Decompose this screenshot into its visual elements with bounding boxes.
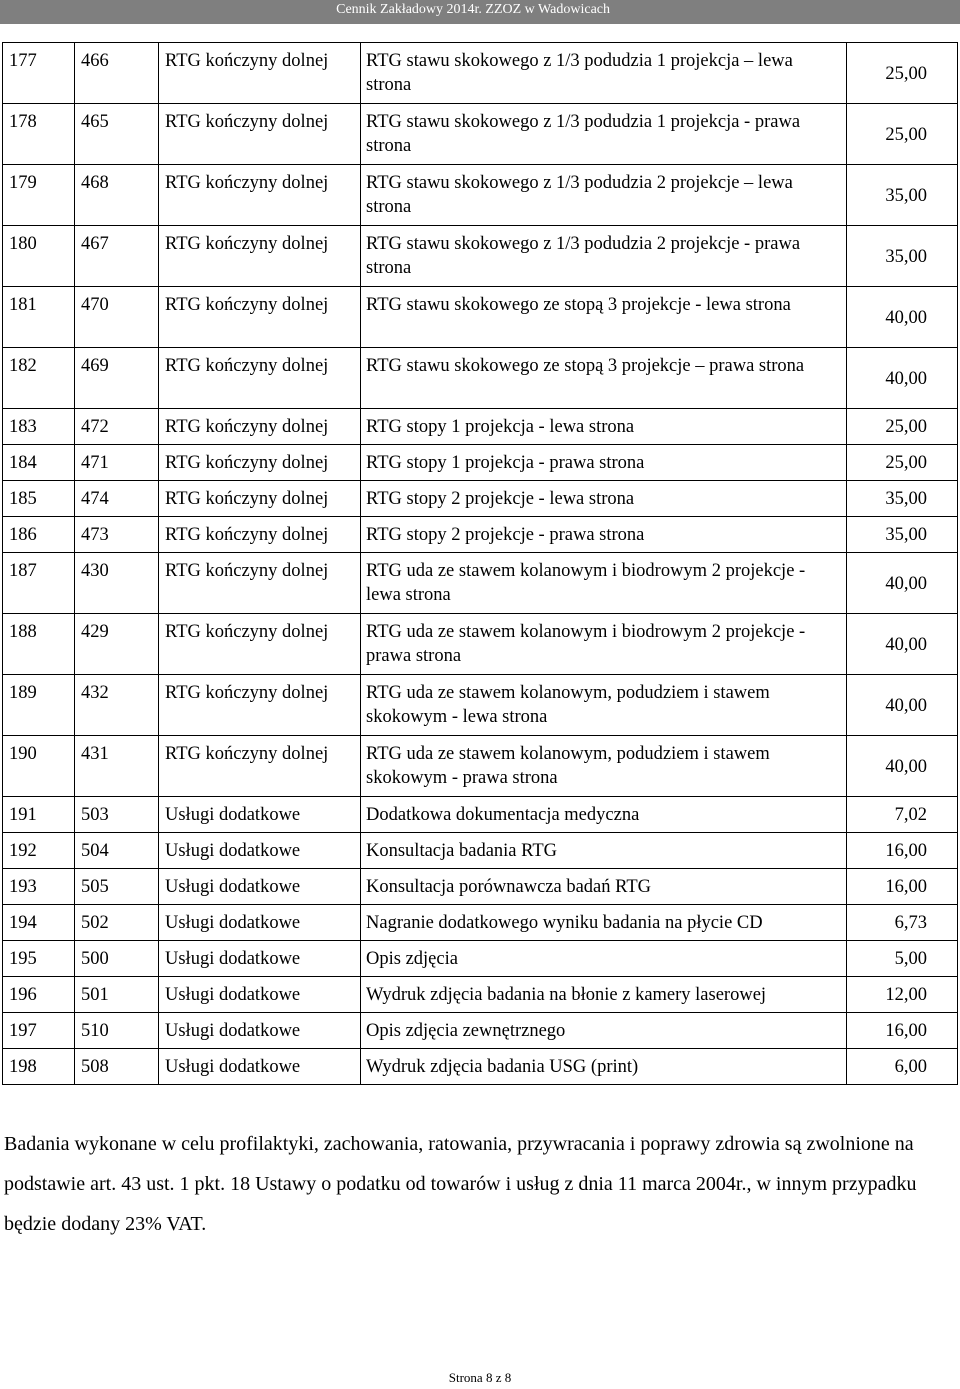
category: RTG kończyny dolnej <box>159 348 361 409</box>
table-row <box>3 797 958 833</box>
service-name: RTG stopy 1 projekcja - prawa strona <box>361 445 847 481</box>
procedure-code: 471 <box>75 445 159 481</box>
category: RTG kończyny dolnej <box>159 409 361 445</box>
price: 35,00 <box>847 165 958 226</box>
table-row <box>3 1013 958 1049</box>
service-name: Nagranie dodatkowego wyniku badania na płycie CD <box>361 905 847 941</box>
category: RTG kończyny dolnej <box>159 445 361 481</box>
table-row <box>3 869 958 905</box>
row-number: 194 <box>3 905 75 941</box>
category: Usługi dodatkowe <box>159 1013 361 1049</box>
table-row <box>3 553 958 614</box>
service-name: RTG uda ze stawem kolanowym i biodrowym 2 projekcje - lewa strona <box>361 553 847 614</box>
row-number: 192 <box>3 833 75 869</box>
row-number: 191 <box>3 797 75 833</box>
category: RTG kończyny dolnej <box>159 675 361 736</box>
service-name: RTG uda ze stawem kolanowym, podudziem i stawem skokowym - prawa strona <box>361 736 847 797</box>
procedure-code: 473 <box>75 517 159 553</box>
category: RTG kończyny dolnej <box>159 736 361 797</box>
row-number: 180 <box>3 226 75 287</box>
row-number: 178 <box>3 104 75 165</box>
service-name: RTG uda ze stawem kolanowym i biodrowym 2 projekcje - prawa strona <box>361 614 847 675</box>
service-name: RTG stawu skokowego z 1/3 podudzia 2 projekcje - prawa strona <box>361 226 847 287</box>
row-number: 177 <box>3 43 75 104</box>
row-number: 182 <box>3 348 75 409</box>
row-number: 193 <box>3 869 75 905</box>
table-row <box>3 104 958 165</box>
table-row <box>3 675 958 736</box>
table-row <box>3 1049 958 1085</box>
row-number: 179 <box>3 165 75 226</box>
price: 16,00 <box>847 1013 958 1049</box>
table-row <box>3 905 958 941</box>
category: RTG kończyny dolnej <box>159 287 361 348</box>
row-number: 190 <box>3 736 75 797</box>
category: Usługi dodatkowe <box>159 869 361 905</box>
service-name: RTG stawu skokowego z 1/3 podudzia 2 projekcje – lewa strona <box>361 165 847 226</box>
table-row <box>3 941 958 977</box>
price: 40,00 <box>847 553 958 614</box>
category: RTG kończyny dolnej <box>159 553 361 614</box>
procedure-code: 467 <box>75 226 159 287</box>
table-row <box>3 226 958 287</box>
category: RTG kończyny dolnej <box>159 614 361 675</box>
category: Usługi dodatkowe <box>159 833 361 869</box>
row-number: 181 <box>3 287 75 348</box>
category: RTG kończyny dolnej <box>159 165 361 226</box>
service-name: Opis zdjęcia zewnętrznego <box>361 1013 847 1049</box>
service-name: Konsultacja badania RTG <box>361 833 847 869</box>
category: Usługi dodatkowe <box>159 905 361 941</box>
price: 40,00 <box>847 287 958 348</box>
category: RTG kończyny dolnej <box>159 43 361 104</box>
procedure-code: 503 <box>75 797 159 833</box>
row-number: 183 <box>3 409 75 445</box>
service-name: Wydruk zdjęcia badania USG (print) <box>361 1049 847 1085</box>
procedure-code: 470 <box>75 287 159 348</box>
price-table <box>2 42 958 1085</box>
procedure-code: 432 <box>75 675 159 736</box>
service-name: RTG stopy 1 projekcja - lewa strona <box>361 409 847 445</box>
row-number: 188 <box>3 614 75 675</box>
price: 35,00 <box>847 226 958 287</box>
price: 25,00 <box>847 43 958 104</box>
service-name: RTG stawu skokowego ze stopą 3 projekcje – prawa strona <box>361 348 847 409</box>
category: RTG kończyny dolnej <box>159 481 361 517</box>
procedure-code: 465 <box>75 104 159 165</box>
table-row <box>3 833 958 869</box>
price: 16,00 <box>847 833 958 869</box>
page-header <box>0 0 960 24</box>
table-row <box>3 614 958 675</box>
category: RTG kończyny dolnej <box>159 104 361 165</box>
service-name: Konsultacja porównawcza badań RTG <box>361 869 847 905</box>
price: 40,00 <box>847 736 958 797</box>
price: 25,00 <box>847 409 958 445</box>
table-row <box>3 736 958 797</box>
table-row <box>3 977 958 1013</box>
procedure-code: 474 <box>75 481 159 517</box>
row-number: 197 <box>3 1013 75 1049</box>
procedure-code: 431 <box>75 736 159 797</box>
table-row <box>3 445 958 481</box>
price: 40,00 <box>847 348 958 409</box>
table-row <box>3 43 958 104</box>
category: Usługi dodatkowe <box>159 1049 361 1085</box>
procedure-code: 466 <box>75 43 159 104</box>
table-row <box>3 481 958 517</box>
table-row <box>3 348 958 409</box>
row-number: 185 <box>3 481 75 517</box>
procedure-code: 468 <box>75 165 159 226</box>
row-number: 196 <box>3 977 75 1013</box>
service-name: RTG stawu skokowego z 1/3 podudzia 1 projekcja – lewa strona <box>361 43 847 104</box>
row-number: 189 <box>3 675 75 736</box>
procedure-code: 502 <box>75 905 159 941</box>
table-row <box>3 287 958 348</box>
service-name: RTG stawu skokowego z 1/3 podudzia 1 projekcja - prawa strona <box>361 104 847 165</box>
service-name: Wydruk zdjęcia badania na błonie z kamery laserowej <box>361 977 847 1013</box>
procedure-code: 501 <box>75 977 159 1013</box>
service-name: RTG uda ze stawem kolanowym, podudziem i stawem skokowym - lewa strona <box>361 675 847 736</box>
price: 5,00 <box>847 941 958 977</box>
price: 6,00 <box>847 1049 958 1085</box>
row-number: 186 <box>3 517 75 553</box>
procedure-code: 510 <box>75 1013 159 1049</box>
document-title: Cennik Zakładowy 2014r. ZZOZ w Wadowicach <box>336 2 610 17</box>
price: 35,00 <box>847 517 958 553</box>
category: Usługi dodatkowe <box>159 797 361 833</box>
category: RTG kończyny dolnej <box>159 517 361 553</box>
price-table-body <box>3 43 958 1085</box>
price: 12,00 <box>847 977 958 1013</box>
price: 40,00 <box>847 614 958 675</box>
price: 40,00 <box>847 675 958 736</box>
category: Usługi dodatkowe <box>159 977 361 1013</box>
vat-exemption-note: Badania wykonane w celu profilaktyki, zachowania, ratowania, przywracania i poprawy zdrowia są zwolnione na podstawie art. 43 ust. 1 pkt. 18 Ustawy o podatku od towarów i usług z dnia 11 marca 2004r., w innym przypadku będzie dodany 23% VAT. <box>4 1133 917 1235</box>
row-number: 198 <box>3 1049 75 1085</box>
procedure-code: 504 <box>75 833 159 869</box>
procedure-code: 500 <box>75 941 159 977</box>
service-name: RTG stawu skokowego ze stopą 3 projekcje - lewa strona <box>361 287 847 348</box>
table-row <box>3 409 958 445</box>
price: 25,00 <box>847 445 958 481</box>
procedure-code: 469 <box>75 348 159 409</box>
price: 16,00 <box>847 869 958 905</box>
procedure-code: 472 <box>75 409 159 445</box>
service-name: Dodatkowa dokumentacja medyczna <box>361 797 847 833</box>
price: 6,73 <box>847 905 958 941</box>
procedure-code: 508 <box>75 1049 159 1085</box>
table-row <box>3 517 958 553</box>
table-row <box>3 165 958 226</box>
procedure-code: 429 <box>75 614 159 675</box>
service-name: RTG stopy 2 projekcje - prawa strona <box>361 517 847 553</box>
row-number: 187 <box>3 553 75 614</box>
procedure-code: 430 <box>75 553 159 614</box>
service-name: RTG stopy 2 projekcje - lewa strona <box>361 481 847 517</box>
price: 7,02 <box>847 797 958 833</box>
service-name: Opis zdjęcia <box>361 941 847 977</box>
procedure-code: 505 <box>75 869 159 905</box>
category: RTG kończyny dolnej <box>159 226 361 287</box>
row-number: 195 <box>3 941 75 977</box>
price: 25,00 <box>847 104 958 165</box>
category: Usługi dodatkowe <box>159 941 361 977</box>
page-number: Strona 8 z 8 <box>448 1370 512 1385</box>
row-number: 184 <box>3 445 75 481</box>
price: 35,00 <box>847 481 958 517</box>
